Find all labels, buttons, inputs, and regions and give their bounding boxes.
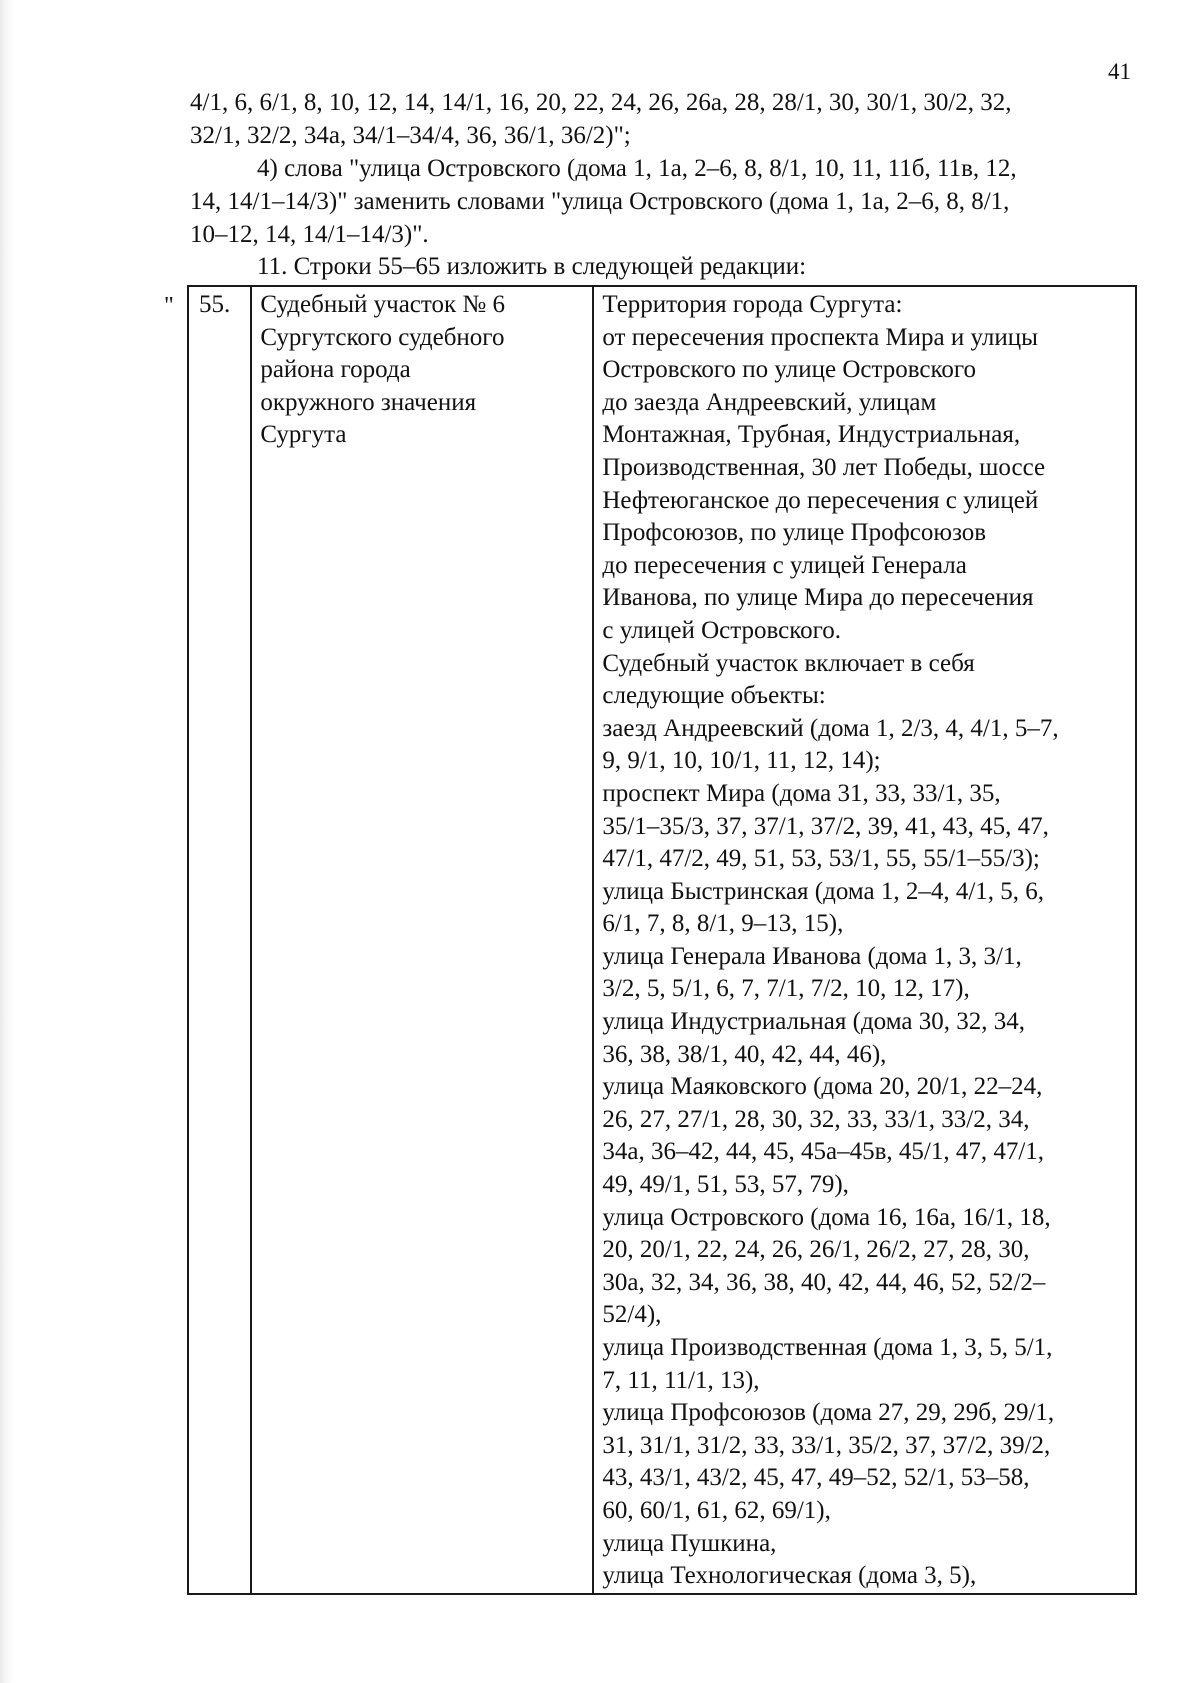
territory-line: улица Маяковского (дома 20, 20/1, 22–24, bbox=[602, 1073, 1043, 1101]
intro-line: 4) слова "улица Островского (дома 1, 1а, 2–6, 8, 8/1, 10, 11, 11б, 11в, 12, bbox=[257, 155, 1017, 182]
territory-line: 35/1–35/3, 37, 37/1, 37/2, 39, 41, 43, 45, 47, bbox=[602, 812, 1049, 840]
territory-line: заезд Андреевский (дома 1, 2/3, 4, 4/1, 5–7, bbox=[602, 714, 1059, 742]
territory-cell bbox=[593, 286, 1136, 1594]
row-number: 55. bbox=[188, 286, 251, 1594]
territory-line: Иванова, по улице Мира до пересечения bbox=[602, 584, 1034, 612]
district-name-line: Сургутского судебного bbox=[260, 323, 505, 351]
territory-line: 34а, 36–42, 44, 45, 45а–45в, 45/1, 47, 47/1, bbox=[602, 1138, 1045, 1166]
territory-line: с улицей Островского. bbox=[602, 616, 841, 644]
district-name-line: окружного значения bbox=[260, 388, 477, 416]
scan-edge bbox=[0, 0, 14, 1683]
district-name-line: Сургута bbox=[260, 421, 347, 449]
territory-line: Нефтеюганское до пересечения с улицей bbox=[602, 486, 1039, 514]
territory-line: 6/1, 7, 8, 8/1, 9–13, 15), bbox=[602, 910, 844, 938]
territory-line: 30а, 32, 34, 36, 38, 40, 42, 44, 46, 52, 52/2– bbox=[602, 1268, 1046, 1296]
district-name-cell bbox=[251, 286, 593, 1594]
territory-line: улица Генерала Иванова (дома 1, 3, 3/1, bbox=[602, 942, 1022, 970]
territory-line: 7, 11, 11/1, 13), bbox=[602, 1366, 760, 1394]
territory-line: улица Технологическая (дома 3, 5), bbox=[602, 1562, 977, 1590]
territory-line: от пересечения проспекта Мира и улицы bbox=[602, 323, 1038, 351]
territory-line: 36, 38, 38/1, 40, 42, 44, 46), bbox=[602, 1040, 887, 1068]
territory-line: Профсоюзов, по улице Профсоюзов bbox=[602, 519, 987, 547]
district-name-line: Судебный участок № 6 bbox=[260, 291, 505, 318]
territory-line: улица Островского (дома 16, 16а, 16/1, 18, bbox=[602, 1203, 1051, 1231]
territory-line: Судебный участок включает в себя bbox=[602, 649, 975, 677]
territory-line: 47/1, 47/2, 49, 51, 53, 53/1, 55, 55/1–55/3); bbox=[602, 845, 1040, 873]
territory-line: улица Пушкина, bbox=[602, 1529, 777, 1557]
territory-line: улица Индустриальная (дома 30, 32, 34, bbox=[602, 1008, 1025, 1036]
territory-line: 20, 20/1, 22, 24, 26, 26/1, 26/2, 27, 28, 30, bbox=[602, 1236, 1030, 1264]
territory-line: до заезда Андреевский, улицам bbox=[602, 388, 937, 416]
territory-line: улица Быстринская (дома 1, 2–4, 4/1, 5, 6, bbox=[602, 877, 1045, 905]
intro-line: 4/1, 6, 6/1, 8, 10, 12, 14, 14/1, 16, 20, 22, 24, 26, 26а, 28, 28/1, 30, 30/1, 30/2, 32, bbox=[190, 89, 1012, 116]
court-district-table bbox=[187, 285, 1137, 1595]
territory-line: Производственная, 30 лет Победы, шоссе bbox=[602, 453, 1046, 481]
territory-line: 26, 27, 27/1, 28, 30, 32, 33, 33/1, 33/2, 34, bbox=[602, 1105, 1030, 1133]
intro-line: 10–12, 14, 14/1–14/3)". bbox=[190, 221, 429, 248]
territory-line: 43, 43/1, 43/2, 45, 47, 49–52, 52/1, 53–58, bbox=[602, 1464, 1030, 1492]
intro-line: 14, 14/1–14/3)" заменить словами "улица Островского (дома 1, 1а, 2–6, 8, 8/1, bbox=[190, 188, 1010, 215]
territory-line: 49, 49/1, 51, 53, 57, 79), bbox=[602, 1171, 849, 1199]
territory-line: 31, 31/1, 31/2, 33, 33/1, 35/2, 37, 37/2, 39/2, bbox=[602, 1431, 1051, 1459]
district-name-line: района города bbox=[260, 356, 411, 384]
territory-line: Монтажная, Трубная, Индустриальная, bbox=[602, 421, 1021, 449]
page-number: 41 bbox=[1108, 59, 1131, 84]
territory-line: проспект Мира (дома 31, 33, 33/1, 35, bbox=[602, 779, 1001, 807]
territory-line: 60, 60/1, 61, 62, 69/1), bbox=[602, 1496, 831, 1524]
territory-line: 9, 9/1, 10, 10/1, 11, 12, 14); bbox=[602, 747, 881, 775]
territory-line: Территория города Сургута: bbox=[602, 291, 903, 318]
territory-line: до пересечения с улицей Генерала bbox=[602, 551, 967, 579]
territory-line: Островского по улице Островского bbox=[602, 356, 977, 384]
territory-line: 52/4), bbox=[602, 1301, 662, 1329]
territory-line: следующие объекты: bbox=[602, 682, 826, 710]
intro-line: 32/1, 32/2, 34а, 34/1–34/4, 36, 36/1, 36/2)"; bbox=[190, 122, 631, 149]
section-heading: 11. Строки 55–65 изложить в следующей редакции: bbox=[257, 253, 807, 280]
territory-line: улица Производственная (дома 1, 3, 5, 5/1, bbox=[602, 1334, 1053, 1361]
opening-quote: " bbox=[164, 293, 174, 319]
table-row bbox=[188, 286, 1136, 1594]
intro-paragraphs bbox=[190, 86, 1138, 251]
territory-line: улица Профсоюзов (дома 27, 29, 29б, 29/1, bbox=[602, 1399, 1055, 1427]
territory-line: 3/2, 5, 5/1, 6, 7, 7/1, 7/2, 10, 12, 17), bbox=[602, 975, 970, 1003]
